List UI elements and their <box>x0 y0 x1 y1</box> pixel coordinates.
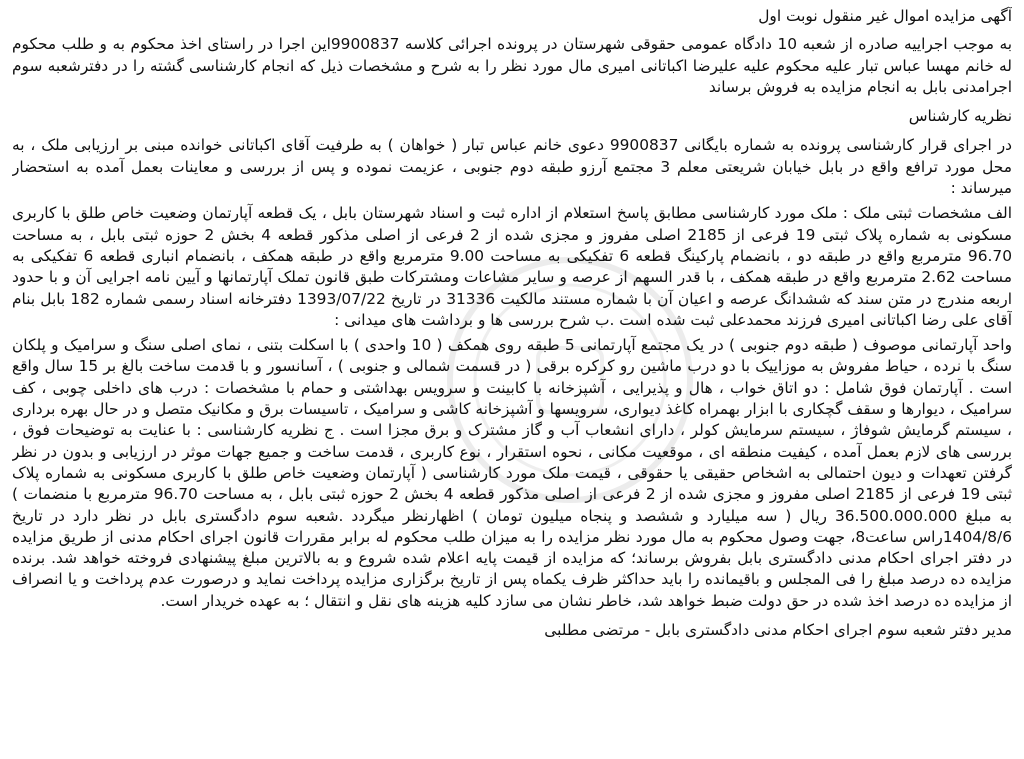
description-paragraph: واحد آپارتمانی موصوف ( طبقه دوم جنوبی ) در یک مجتمع آپارتمانی 5 طبقه روی همکف ( 10 واحدی ) با اسکلت بتنی ، نمای اصلی سنگ و سرامیک و پلکان سنگ با نرده ، حیاط مفروش به موزاییک با دو درب ماشین رو کرکره برقی ( در قسمت شمالی و جنوبی ) ، آسانسور و با قدمت ساخت بالغ بر 15 سال واقع است . آپارتمان فوق شامل : دو اتاق خواب ، هال و پذیرایی ، آشپزخانه با کابینت و سرویس بهداشتی و حمام با مشخصات : درب های داخلی چوبی ، کف سرامیک ، دیوارها و سقف گچکاری با ابزار بهمراه کاغذ دیواری، سرویسها و آشپزخانه کاشی و سرامیک ، تاسیسات برق و مکانیک متصل و در حال بهره برداری ، سیستم گرمایش شوفاژ ، سیستم سرمایش کولر ، دارای انشعاب آب و گاز مشترک و برق مجزا است . ج نظریه کارشناسی : با عنایت به توضیحات فوق ، بررسی های لازم بعمل آمده ، کیفیت منطقه ای ، موقعیت مکانی ، نحوه استقرار ، نوع کاربری ، قدمت ساخت و جمیع جهات موثر در ارزیابی و بدون در نظر گرفتن تعهدات و دیون احتمالی به اشخاص حقیقی یا حقوقی ، قیمت ملک مورد کارشناسی ( آپارتمان وضعیت خاص طلق با کاربری مسکونی به شماره پلاک ثبتی 19 فرعی از 2185 اصلی مفروز و مجزی شده از 2 فرعی از اصلی مذکور قطعه 4 بخش 2 حوزه ثبتی بابل ، به مساحت 96.70 مترمربع با منضمات ) به مبلغ 36.500.000.000 ریال ( سه میلیارد و ششصد و پنجاه میلیون تومان ) اظهارنظر میگردد .شعبه سوم دادگستری بابل در نظر دارد در تاریخ 1404/8/6راس ساعت8، جهت وصول محکوم به مال مورد نظر مزایده را به میزان طلب محکوم له برابر مقررات قانون اجرای احکام مدنی از طریق مزایده در دفتر اجرای احکام مدنی دادگستری بابل بفروش برساند؛ که مزایده از قیمت پایه اعلام شده شروع و به بالاترین مبلغ پیشنهادی فروخته خواهد شد. برنده مزایده ده درصد مبلغ را فی المجلس و باقیمانده را باید حداکثر ظرف یکماه پس از تاریخ برگزاری مزایده پرداخت نماید و درصورت عدم پرداخت و یا انصراف از مزایده ده درصد اخذ شده در حق دولت ضبط خواهد شد، خاطر نشان می سازد کلیه هزینه های نقل و انتقال ؛ به عهده خریدار است. <box>12 336 1012 610</box>
registry-paragraph: الف مشخصات ثبتی ملک : ملک مورد کارشناسی مطابق پاسخ استعلام از اداره ثبت و اسناد شهرستان بابل ، یک قطعه آپارتمان وضعیت خاص طلق با کاربری مسکونی به شماره پلاک ثبتی 19 فرعی از 2185 اصلی مفروز و مجزی شده از 2 فرعی از اصلی مذکور قطعه 4 بخش 2 حوزه ثبتی بابل ، به مساحت 96.70 مترمربع واقع در طبقه دو ، بانضمام پارکینگ قطعه 6 تفکیکی به مساحت 9.00 مترمربع واقع در طبقه همکف ، بانضمام انباری قطعه 6 تفکیکی به مساحت 2.62 مترمربع واقع در طبقه همکف ، با قدر السهم از عرصه و سایر مشاعات ومشترکات طبق قانون تملک آپارتمانها و آیین نامه اجرایی آن و با حدود اربعه مندرج در متن سند که ششدانگ عرصه و اعیان آن با شماره مستند مالکیت 31336 در تاریخ 1393/07/22 دفترخانه اسناد رسمی شماره 182 بابل بنام آقای علی رضا اکباتانی امیری فرزند محمدعلی ثبت شده است .ب شرح بررسی ها و برداشت های میدانی : <box>12 204 1012 329</box>
notice-title: آگهی مزایده اموال غیر منقول نوبت اول <box>758 7 1012 25</box>
expert-paragraph: در اجرای قرار کارشناسی پرونده به شماره بایگانی 9900837 دعوی خانم عباس تبار ( خواهان ) به طرفیت آقای اکباتانی خوانده مبنی بر ارزیابی ملک ، به محل مورد ترافع واقع در بابل خیابان شریعتی معلم 3 مجتمع آرزو طبقه دوم جنوبی ، عزیمت نموده و پس از بررسی و معاینات بعمل آمده به استحضار میرساند : <box>12 136 1012 198</box>
signature-line: مدیر دفتر شعبه سوم اجرای احکام مدنی دادگستری بابل - مرتضی مطلبی <box>544 621 1012 640</box>
auction-notice <box>12 6 1012 754</box>
expert-heading: نظریه کارشناس <box>908 107 1012 126</box>
intro-paragraph: به موجب اجراییه صادره از شعبه 10 دادگاه عمومی حقوقی شهرستان در پرونده اجرائی کلاسه 9900837این اجرا در راستای اخذ محکوم به و طلب محکوم له خانم مهسا عباس تبار علیه محکوم علیه علیرضا اکباتانی امیری مال مورد نظر را به شرح و مشخصات ذیل که انجام کارشناسی گشته را در دفترشعبه سوم اجرامدنی بابل به انجام مزایده به فروش برساند <box>12 35 1012 96</box>
